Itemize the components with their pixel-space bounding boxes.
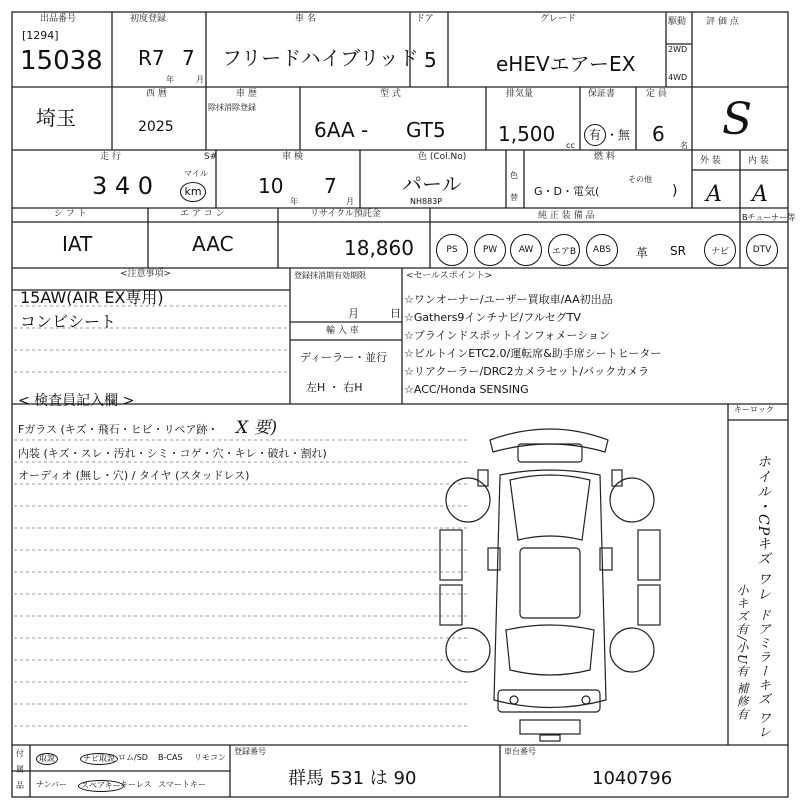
sales-point-4: ☆ビルトインETC2.0/運転席&助手席シートヒーター [404,347,662,360]
option-aw: AW [510,234,542,266]
option-abs: ABS [586,234,618,266]
label-tuner: Bチューナー等 [742,213,796,222]
doors: 5 [424,48,437,72]
lot-number-prefix: [1294] [22,29,59,42]
option-airbag: エアB [548,234,580,266]
label-color-2: 替 [510,193,518,202]
option-leather: 革 [636,246,649,260]
label-warranty: 保証書 [588,89,616,99]
unit-nin: 名 [680,141,688,150]
exterior-score: A [706,182,722,207]
bottom-label-1: 付 [16,749,24,758]
label-score: 評 価 点 [706,17,739,27]
vertical-note-1: ホイル・CPキズ ワレ [755,454,771,602]
vertical-note-4: 補修有 [735,682,749,721]
sales-point-6: ☆ACC/Honda SENSING [404,383,529,396]
inspector-line-1: Fガラス (キズ・飛石・ヒビ・リペア跡・ [18,423,219,436]
label-fuel: 燃 料 [594,152,615,162]
accessory-rom: ロム/SD [118,753,148,762]
label-model: 型 式 [380,89,401,99]
inspector-line-3: オーディオ (無し・穴) / タイヤ (スタッドレス) [18,469,250,482]
region: 埼玉 [36,106,76,130]
inspector-line-2: 内装 (キズ・スレ・汚れ・シミ・コゲ・穴・キレ・破れ・割れ) [18,447,327,460]
label-drive: 駆動 [668,17,687,27]
fuel-close: ) [672,183,678,199]
steering: 左H ・ 右H [306,381,363,394]
model: GT5 [406,118,446,142]
first-reg-era: R7 [138,46,165,70]
accessory-keyless: キーレス [120,780,152,789]
vertical-note-3: ドアミラーキズ ワレ [755,608,770,740]
first-reg-month: 7 [182,46,195,70]
label-western-year: 西 暦 [146,89,167,99]
option-ps: PS [436,234,468,266]
label-reg-expiry: 登録抹消期有効期限 [294,271,366,280]
label-displacement: 排気量 [506,89,534,99]
year: 2025 [138,119,174,135]
chassis: 1040796 [592,768,673,789]
bottom-label-3: 品 [16,781,24,790]
label-import: 輸 入 車 [326,326,359,336]
grade: eHEVエアーEX [496,52,636,76]
label-recycle: リサイクル預託金 [310,209,381,219]
warranty-no: ・無 [606,128,631,142]
label-s-mark: S# [204,152,218,162]
note-1: 15AW(AIR EX専用) [20,288,164,307]
bottom-label-2: 属 [16,765,24,774]
accessory-bcas: B-CAS [158,753,183,762]
label-notes: <注意事項> [120,269,172,279]
unit-mile: マイル [184,169,208,178]
label-lot-no: 出品番号 [40,14,77,24]
label-mileage: 走 行 [100,152,121,162]
inspection-month: 7 [324,174,337,198]
label-genuine: 純 正 装 備 品 [538,211,595,221]
warranty-value [584,124,630,146]
reg-day: 日 [390,307,401,320]
car-name: フリードハイブリッド [222,46,419,70]
sales-point-3: ☆ブラインドスポットインフォメーション [404,329,610,342]
label-grade: グレード [540,14,577,24]
mileage: 3 4 0 [92,172,154,200]
label-color-1: 色 [510,171,518,180]
unit-year2: 年 [290,197,298,206]
model-prefix: 6AA - [314,118,369,142]
label-chassis: 車台番号 [504,747,536,756]
label-color: 色 (Col.No) [418,152,467,162]
sales-point-2: ☆Gathers9インチナビ/フルセグTV [404,311,581,324]
note-2: コンビシート [20,312,117,331]
label-shift: シ フ ト [54,209,87,219]
warranty-yes: 有 [584,124,606,146]
accessory-navi-manual: ナビ取説 [80,753,118,765]
color-no: NH883P [410,197,443,206]
label-exterior: 外 装 [700,156,721,166]
label-history-sub: 除抹消除登録 [208,103,256,112]
label-first-reg: 初度登録 [130,14,167,24]
label-plate: 登録番号 [234,747,266,756]
displacement: 1,500 [498,122,556,146]
label-4wd: 4WD [668,73,688,82]
accessory-manual: 取説 [36,753,58,765]
accessory-smartkey: スマートキー [158,780,206,789]
label-sales-points: <セールスポイント> [406,271,493,281]
inspection-year: 10 [258,174,284,198]
aircon: AAC [192,232,234,256]
lot-number: 15038 [20,46,103,76]
label-capacity: 定 員 [646,89,667,99]
label-interior: 内 装 [748,156,769,166]
option-dtv: DTV [746,234,778,266]
unit-month: 月 [196,75,204,84]
capacity: 6 [652,122,665,146]
accessory-spare-key: スペアキー [78,780,124,792]
fuel-other: その他 [628,175,652,184]
interior-score: A [752,182,768,207]
vertical-note-2: 小キズ有/小U有 [735,584,749,679]
label-car-name: 車 名 [295,14,316,24]
accessory-plate: ナンバー [36,780,68,789]
inspector-line-1b: X 要) [236,418,278,438]
reg-month: 月 [348,307,359,320]
unit-km: km [180,182,206,202]
label-keylock: キーロック [734,405,774,414]
import-dealer: ディーラー・並行 [300,351,388,364]
option-navi: ナビ [704,234,736,266]
label-inspection: 車 検 [282,152,303,162]
recycle: 18,860 [344,236,414,260]
accessory-remote: リモコン [194,753,226,762]
label-doors: ドア [416,14,434,24]
option-pw: PW [474,234,506,266]
plate: 群馬 531 は 90 [288,768,417,789]
label-history: 車 歴 [236,89,257,99]
sales-point-5: ☆リアクーラー/DRC2カメラセット/バックカメラ [404,365,650,378]
unit-year: 年 [166,75,174,84]
sales-point-1: ☆ワンオーナー/ユーザー買取車/AA初出品 [404,293,613,306]
option-sr: SR [670,244,686,258]
score-value: S [722,94,753,145]
shift: IAT [62,232,93,256]
fuel-options: G・D・電気( [534,185,600,198]
label-aircon: エ ア コ ン [180,209,225,219]
unit-cc: cc [566,141,575,150]
label-2wd: 2WD [668,45,688,54]
color: パール [402,172,462,196]
unit-month2: 月 [346,197,354,206]
label-inspector: < 検査員記入欄 > [18,393,135,409]
